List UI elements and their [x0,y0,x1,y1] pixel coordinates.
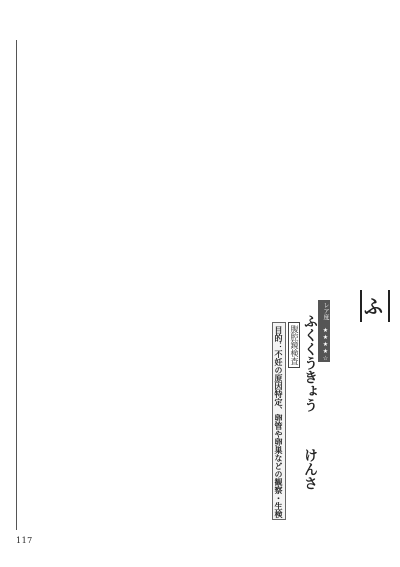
rating-label: レア度 ★★★★☆ [318,300,330,362]
purpose-text: 目的：不妊の原因特定、卵管や卵巣などの観察・生検 [274,326,283,518]
entry-reading-continued: けんさ [302,448,318,490]
upper-body-text [68,44,350,274]
entry-kanji-tag: 腹腔鏡検査 [288,322,300,368]
section-marker: ふ [360,290,390,322]
margin-rule [16,40,17,530]
page-number: 117 [16,536,33,545]
entry-reading: ふくくうきょう [302,314,318,412]
lower-body-text [68,300,278,530]
